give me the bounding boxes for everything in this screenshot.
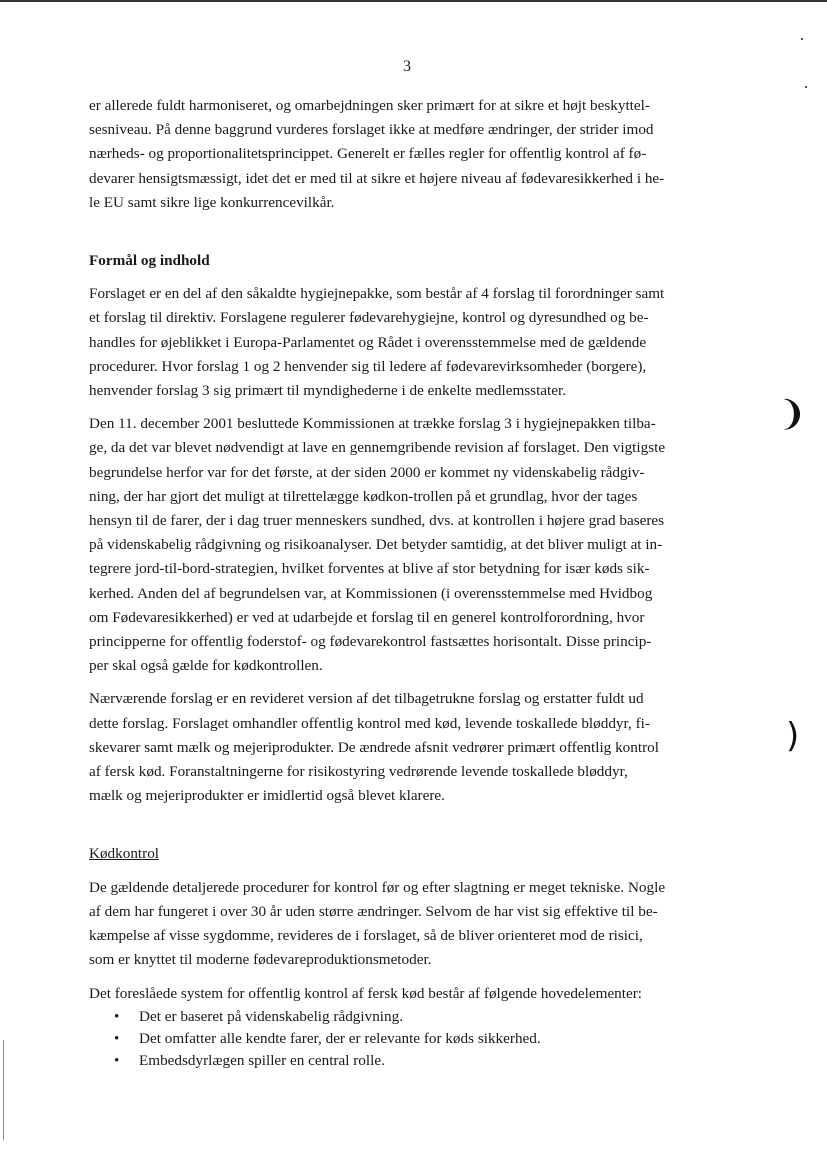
text-line: som er knyttet til moderne fødevareproduktionsmetoder. [89,951,432,969]
intro-paragraph [89,94,725,215]
text-line: skevarer samt mælk og mejeriprodukter. De ændrede afsnit vedrører primært offentlig kontrol [89,738,659,756]
text-line: tegrere jord-til-bord-strategien, hvilket forventes at blive af stor betydning for især køds sik- [89,560,650,578]
text-line: handles for øjeblikket i Europa-Parlamentet og Rådet i overensstemmelse med de gældende [89,333,647,351]
text-line: er allerede fuldt harmoniseret, og omarbejdningen sker primært for at sikre et højt beskyttel- [89,97,650,114]
punch-hole-mark-top: ❩ [778,394,807,434]
scan-top-border [0,0,827,2]
text-line: hensyn til de farer, der i dag truer menneskers sundhed, dvs. at kontrollen i højere grad baseres [89,512,665,530]
text-line: kerhed. Anden del af begrundelsen var, at Kommissionen (i overensstemmelse med Hvidbog [89,584,653,602]
text-line: Den 11. december 2001 besluttede Kommissionen at trække forslag 3 i hygiejnepakken tilba- [89,415,656,433]
document-body [89,94,725,1072]
text-line: De gældende detaljerede procedurer for kontrol før og efter slagtning er meget tekniske. Nogle [89,878,666,896]
formaal-paragraph-2 [89,412,725,678]
text-line: Forslaget er en del af den såkaldte hygiejnepakke, som består af 4 forslag til forordninger samt [89,285,665,303]
text-line: principperne for offentlig foderstof- og fødevarekontrol fastsættes horisontalt. Disse princip- [89,633,652,651]
text-line: devarer hensigtsmæssigt, idet det er med til at sikre et højere niveau af fødevaresikkerhed i he- [89,169,665,187]
text-line: henvender forslag 3 sig primært til myndighederne i de enkelte medlemsstater. [89,382,567,400]
text-line: af dem har fungeret i over 30 år uden større ændringer. Selvom de har vist sig effektive til be- [89,902,658,920]
text-line: per skal også gælde for kødkontrollen. [89,657,323,675]
list-item: • Det er baseret på videnskabelig rådgivning. [89,1006,725,1028]
text-line: om Fødevaresikkerhed) er ved at udarbejde et forslag til en generel kontrolforordning, hvor [89,608,645,626]
text-line: ge, da det var blevet nødvendigt at lave en gennemgribende revision af forslaget. Den vigtigste [89,439,666,457]
text-line: procedurer. Hvor forslag 1 og 2 henvender sig til ledere af fødevarevirksomheder (borgere), [89,357,647,375]
text-line: sesniveau. På denne baggrund vurderes forslaget ikke at medføre ændringer, der strider imod [89,121,654,139]
page-number: 3 [403,58,411,75]
text-line: på videnskabelig rådgivning og risikoanalyser. Det betyder samtidig, at det bliver muligt at in- [89,536,663,554]
text-line: ning, der har gjort det muligt at tilrettelægge kødkon-trollen på et grundlag, hvor der tages [89,487,638,505]
koedkontrol-paragraph-1 [89,876,725,973]
text-line: mælk og mejeriprodukter er imidlertid også blevet klarere. [89,787,445,805]
section-heading-formaal: Formål og indhold [89,252,210,270]
text-line: le EU samt sikre lige konkurrencevilkår. [89,193,335,211]
text-line: kæmpelse af visse sygdomme, revideres de i forslaget, så de bliver orienteret mod de risici, [89,927,643,945]
scan-speck [805,86,807,88]
list-item: • Embedsdyrlægen spiller en central rolle. [89,1050,725,1072]
text-line: begrundelse herfor var for det første, at der siden 2000 er kommet ny videnskabelig rådgiv- [89,463,645,481]
scan-left-edge [3,1040,4,1140]
formaal-paragraph-1 [89,282,725,403]
koedkontrol-paragraph-2: Det foreslåede system for offentlig kontrol af fersk kød består af følgende hovedelementer: [89,984,643,1002]
text-line: dette forslag. Forslaget omhandler offentlig kontrol med kød, levende toskallede bløddyr, fi- [89,714,650,732]
section-heading-koedkontrol: Kødkontrol [89,845,160,863]
list-item: • Det omfatter alle kendte farer, der er relevante for køds sikkerhed. [89,1028,725,1050]
bullet-list [89,1006,725,1072]
scan-speck [801,38,803,40]
punch-hole-mark-bottom: ) [786,716,800,756]
text-line: Nærværende forslag er en revideret version af det tilbagetrukne forslag og erstatter fuldt ud [89,690,644,708]
formaal-paragraph-3 [89,687,725,808]
text-line: et forslag til direktiv. Forslagene regulerer fødevarehygiejne, kontrol og dyresundhed og be- [89,309,649,327]
text-line: af fersk kød. Foranstaltningerne for risikostyring vedrørende levende toskallede bløddyr, [89,763,628,781]
text-line: nærheds- og proportionalitetsprincippet. Generelt er fælles regler for offentlig kontrol af fø- [89,145,647,163]
